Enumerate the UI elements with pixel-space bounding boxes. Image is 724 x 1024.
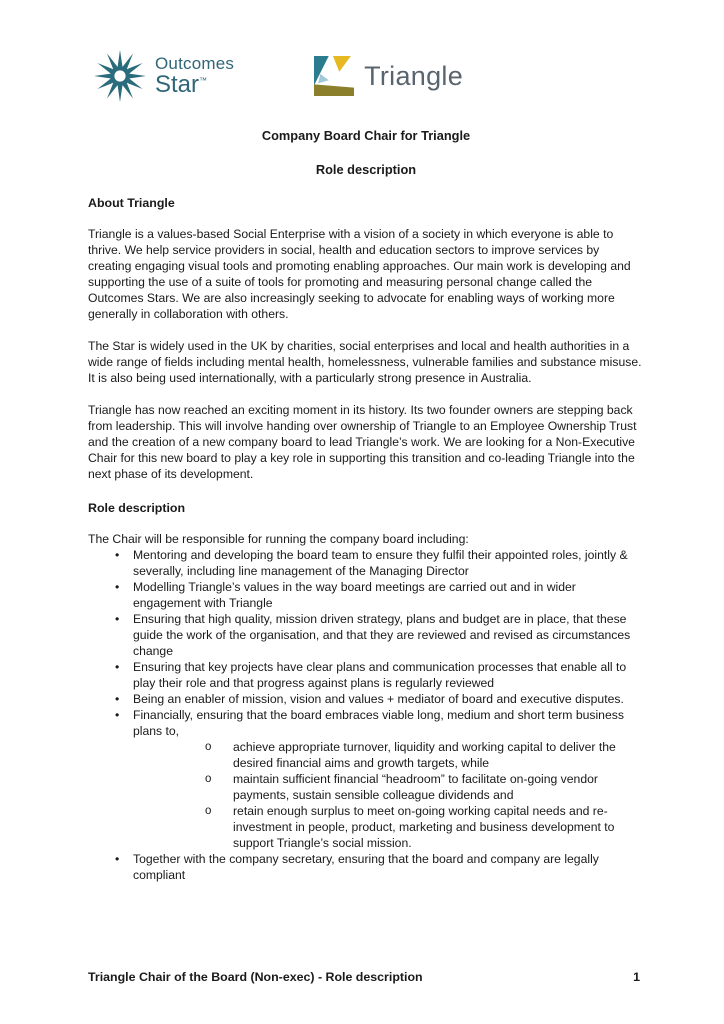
bullet-text: Ensuring that high quality, mission driven strategy, plans and budget are in place, that these guide the work of the organisation, and that they are reviewed and revised as circumstances change [133,612,631,658]
bullet-marker: • [115,548,120,562]
role-subbullet-6c [88,803,644,851]
bullet-text: Together with the company secretary, ensuring that the board and company are legally compliant [133,852,599,882]
section-heading-role-description: Role description [88,501,186,515]
role-bullet-6 [88,707,644,739]
outcomes-star-icon [94,50,146,102]
bullet-text: Mentoring and developing the board team to ensure they fulfil their appointed roles, jointly & severally, including line management of the Managing Director [133,548,628,578]
sub-bullet-marker: o [205,741,212,753]
page-title: Company Board Chair for Triangle [261,128,471,143]
sub-bullet-marker: o [205,805,212,817]
role-bullet-5 [88,691,644,707]
bullet-text: Modelling Triangle’s values in the way board meetings are carried out and in wider engagement with Triangle [133,580,576,610]
bullet-marker: • [115,852,120,866]
about-paragraph-3: Triangle has now reached an exciting moment in its history. Its two founder owners are stepping back from leadership. This will involve handing over ownership of Triangle to an Employee Ownership Trust and the creation of a new company board to lead Triangle’s work. We are looking for a Non-Executive Chair for this new board to play a key role in supporting this transition and co-leading Triangle into the next phase of its development. [88,403,637,481]
bullet-marker: • [115,580,120,594]
role-bullet-7 [88,851,644,883]
sub-bullet-text: retain enough surplus to meet on-going working capital needs and re-investment in people, product, marketing and business development to support Triangle’s social mission. [233,804,615,850]
role-bullet-4 [88,659,644,691]
footer-document-title: Triangle Chair of the Board (Non-exec) - Role description [88,970,423,984]
role-bullet-1 [88,547,644,579]
bullet-text: Being an enabler of mission, vision and values + mediator of board and executive disputes. [133,692,624,706]
role-bullet-3 [88,611,644,659]
footer-page-number: 1 [633,970,640,984]
bullet-text: Ensuring that key projects have clear plans and communication processes that enable all to play their role and that progress against plans is regularly reviewed [133,660,627,690]
bullet-text: Financially, ensuring that the board embraces viable long, medium and short term business plans to, [133,708,624,738]
triangle-icon [314,56,354,96]
bullet-marker: • [115,692,120,706]
star-word: Star [155,71,200,98]
section-heading-about-triangle: About Triangle [88,196,175,210]
sub-bullet-text: achieve appropriate turnover, liquidity and working capital to deliver the desired financial aims and growth targets, while [233,740,616,770]
triangle-wordmark: Triangle [364,60,464,91]
outcomes-word: Outcomes [155,54,235,73]
logo-header [94,50,644,102]
role-bullet-2 [88,579,644,611]
role-subbullet-6b [88,771,644,803]
triangle-logo [314,56,463,96]
page-footer [88,970,640,984]
role-subbullet-6a [88,739,644,771]
bullet-marker: • [115,660,120,674]
about-paragraph-2: The Star is widely used in the UK by charities, social enterprises and local and health authorities in a wide range of fields including mental health, homelessness, vulnerable families and substance misuse. It is also being used internationally, with a particularly strong presence in Australia. [88,339,642,385]
sub-bullet-text: maintain sufficient financial “headroom” to facilitate on-going vendor payments, sustain sensible colleague dividends and [233,772,598,802]
role-intro: The Chair will be responsible for running the company board including: [88,532,469,546]
bullet-marker: • [115,612,120,626]
outcomes-star-wordmark [155,55,234,97]
sub-bullet-marker: o [205,773,212,785]
outcomes-star-logo [94,50,234,102]
trademark-symbol: ™ [199,76,208,85]
page-subtitle: Role description [315,162,417,177]
role-bullet-list [88,547,644,883]
bullet-marker: • [115,708,120,722]
about-paragraph-1: Triangle is a values-based Social Enterprise with a vision of a society in which everyone is able to thrive. We help service providers in social, health and education sectors to improve services by creating engaging visual tools and promoting enabling approaches. Our main work is developing and supporting the use of a suite of tools for promoting and measuring personal change called the Outcomes Stars. We are also increasingly seeking to advocate for enabling ways of working more generally in collaboration with others. [88,227,631,321]
